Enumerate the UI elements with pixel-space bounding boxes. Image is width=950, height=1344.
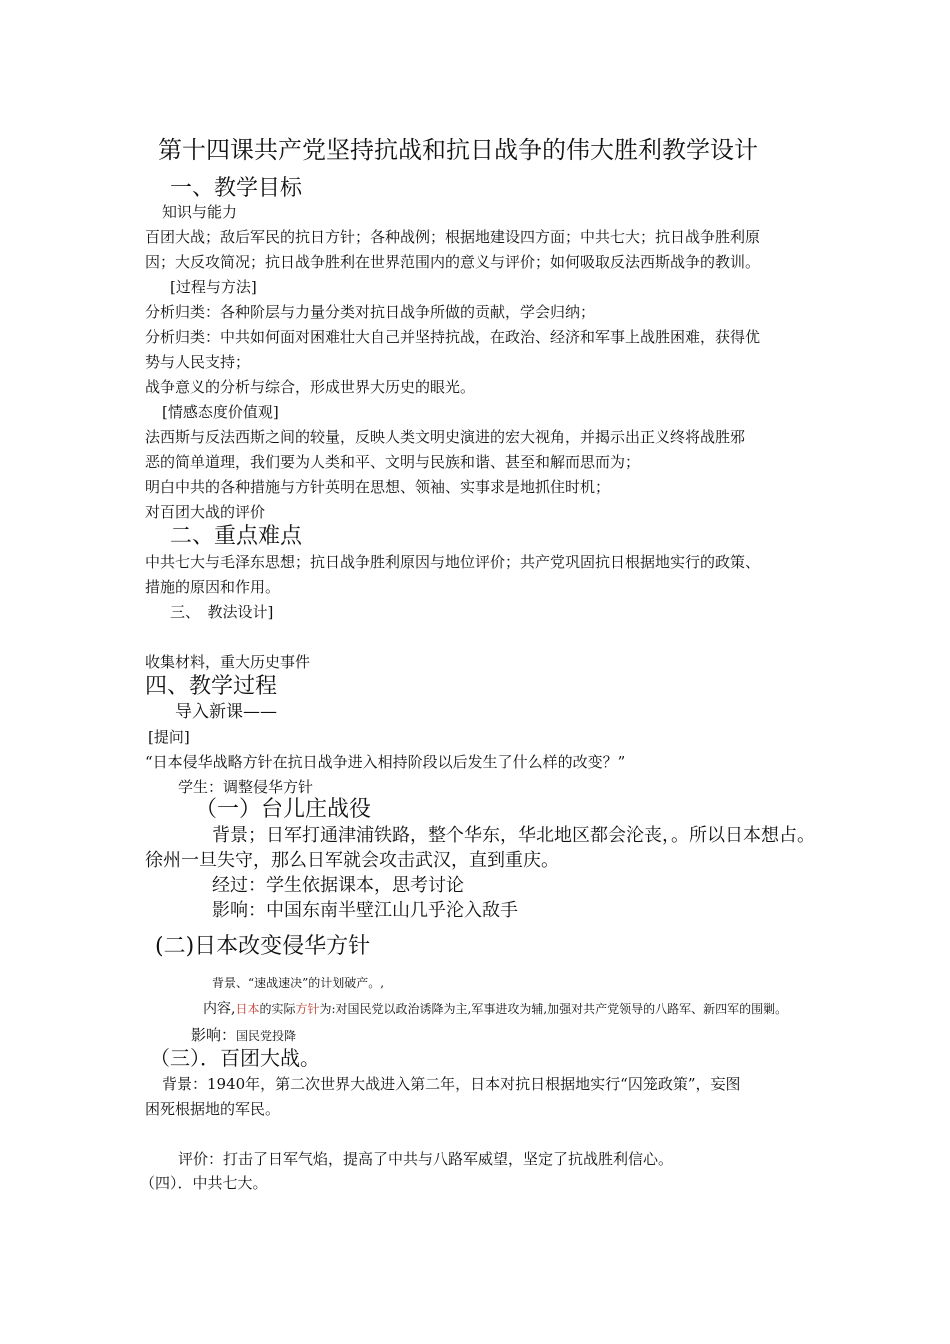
part1-heading: （一）台儿庄战役 — [195, 797, 372, 822]
section-heading-goals: 一、教学目标 — [170, 176, 303, 201]
question-text: “日本侵华战略方针在抗日战争进入相持阶段以后发生了什么样的改变？” — [145, 753, 626, 771]
part2-impact-value: 国民党投降 — [236, 1029, 297, 1043]
part3-evaluation: 评价：打击了日军气焰，提高了中共与八路军威望，坚定了抗战胜利信心。 — [178, 1150, 674, 1168]
part2-content-pre: 内容, — [203, 1001, 236, 1017]
part2-content-mid: 的实际 — [259, 1002, 296, 1016]
intro-line: 导入新课—— — [175, 702, 277, 722]
emotion-line: 对百团大战的评价 — [145, 503, 266, 521]
section-heading-process: 四、教学过程 — [145, 674, 278, 699]
part2-background-text: 背景、“速战速决”的计划破产。, — [212, 976, 385, 990]
emotion-line: 法西斯与反法西斯之间的较量，反映人类文明史演进的宏大视角，并揭示出正义终将战胜邪 — [145, 428, 746, 446]
part2-heading: (二)日本改变侵华方针 — [155, 934, 371, 959]
part2-content-japan: 日本 — [235, 1002, 260, 1016]
process-line: 分析归类：中共如何面对困难壮大自己并坚持抗战，在政治、经济和军事上战胜困难，获得优 — [145, 328, 761, 346]
process-line: 分析归类：各种阶层与力量分类对抗日战争所做的贡献，学会归纳； — [145, 303, 596, 321]
knowledge-line: 因；大反攻简况；抗日战争胜利在世界范围内的意义与评价；如何吸取反法西斯战争的教训。 — [145, 253, 761, 271]
emotion-line: 恶的简单道理，我们要为人类和平、文明与民族和谐、甚至和解而思而为； — [145, 453, 641, 471]
section-heading-method: 三、 教法设计] — [170, 603, 274, 621]
student-answer: 学生：调整侵华方针 — [178, 778, 314, 796]
part1-background: 徐州一旦失守，那么日军就会攻击武汉，直到重庆。 — [145, 850, 559, 871]
part3-background: 背景：1940年，第二次世界大战进入第二年，日本对抗日根据地实行“囚笼政策”，妄图 — [162, 1075, 741, 1093]
part2-background — [212, 973, 384, 991]
process-line: 势与人民支持； — [145, 353, 251, 371]
part4-heading: （四）．中共七大。 — [140, 1174, 268, 1192]
process-line: 战争意义的分析与综合，形成世界大历史的眼光。 — [145, 378, 476, 396]
emotion-line: 明白中共的各种措施与方针英明在思想、领袖、实事求是地抓住时机； — [145, 478, 611, 496]
part2-content-policy: 方针 — [295, 1002, 320, 1016]
part3-heading: （三）．百团大战。 — [150, 1046, 320, 1070]
knowledge-line: 百团大战；敌后军民的抗日方针；各种战例；根据地建设四方面；中共七大；抗日战争胜利原 — [145, 228, 761, 246]
part2-impact-label: 影响： — [191, 1026, 237, 1044]
emotion-label: [情感态度价值观] — [162, 403, 279, 421]
question-label: [提问] — [148, 728, 190, 746]
section-heading-key-points: 二、重点难点 — [170, 524, 303, 549]
part2-impact — [191, 1025, 296, 1044]
knowledge-label: 知识与能力 — [162, 203, 238, 221]
method-line: 收集材料，重大历史事件 — [145, 653, 311, 671]
key-points-line: 中共七大与毛泽东思想；抗日战争胜利原因与地位评价；共产党巩固抗日根据地实行的政策、 — [145, 553, 761, 571]
page-title: 第十四课共产党坚持抗战和抗日战争的伟大胜利教学设计 — [158, 136, 758, 164]
part3-background: 困死根据地的军民。 — [145, 1100, 281, 1118]
part2-content-post: 为:对国民党以政治诱降为主,军事进攻为辅,加强对共产党领导的八路军、新四军的围剿。 — [319, 1002, 788, 1016]
part1-background: 背景；日军打通津浦铁路，整个华东，华北地区都会沦丧，。所以日本想占。 — [212, 825, 815, 846]
key-points-line: 措施的原因和作用。 — [145, 578, 281, 596]
part2-content — [203, 1001, 787, 1018]
part1-process: 经过：学生依据课本，思考讨论 — [212, 875, 464, 896]
process-label: [过程与方法] — [170, 278, 257, 296]
part1-impact: 影响：中国东南半壁江山几乎沦入敌手 — [212, 900, 518, 921]
